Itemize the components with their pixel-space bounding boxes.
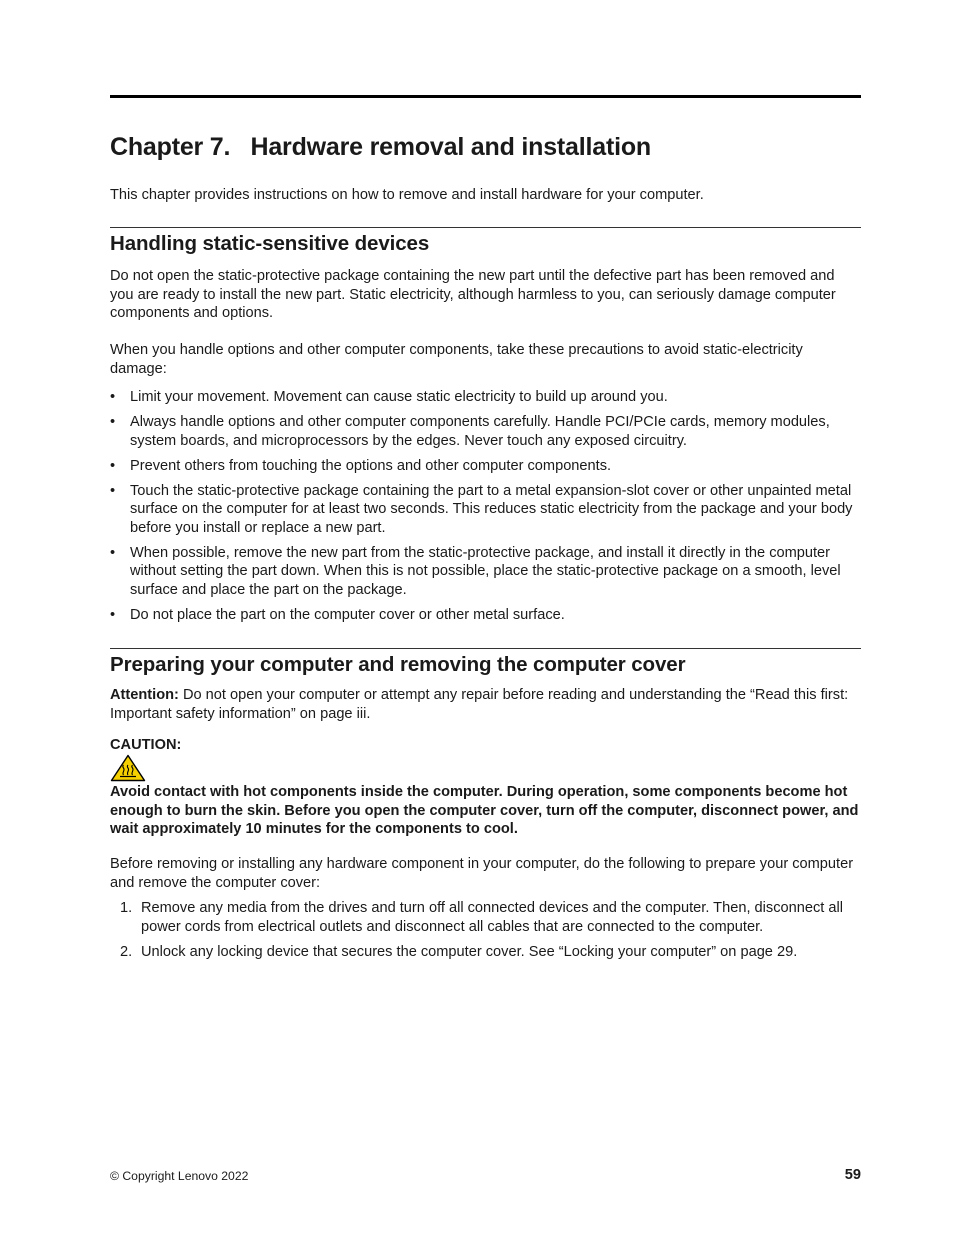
section-heading-static: Handling static-sensitive devices xyxy=(110,232,430,255)
attention-text: Do not open your computer or attempt any repair before reading and understanding the “Read this first: Important safety information” on page iii. xyxy=(110,687,849,722)
step-text: Remove any media from the drives and turn off all connected devices and the computer. Then, disconnect all power cords from electrical outlets and disconnect all cables that are connected to the computer. xyxy=(141,900,843,935)
list-item xyxy=(110,606,861,625)
chapter-intro: This chapter provides instructions on how to remove and install hardware for your computer. xyxy=(110,187,704,203)
step-number: 1. xyxy=(120,900,133,916)
attention-note xyxy=(110,686,861,723)
list-item xyxy=(110,899,861,936)
list-item-text: Touch the static-protective package containing the part to a metal expansion-slot cover or other unpainted metal surface on the computer for at least two seconds. This reduces static electricity from the package and your body before you install or replace a new part. xyxy=(130,482,853,536)
static-paragraph-1: Do not open the static-protective package containing the new part until the defective part has been removed and you are ready to install the new part. Static electricity, although harmless to you, can seriously damage computer components and options. xyxy=(110,268,836,322)
steps-list xyxy=(110,899,861,968)
caution-label: CAUTION: xyxy=(110,737,182,753)
section-divider xyxy=(110,227,861,228)
list-item-text: When possible, remove the new part from the static-protective package, and install it directly in the computer without setting the part down. When this is not possible, place the static-protective package on a smooth, level surface and place the part on the package. xyxy=(130,544,841,598)
caution-text: Avoid contact with hot components inside the computer. During operation, some components become hot enough to burn the skin. Before you open the computer cover, turn off the computer, disconnect power, and wait approximately 10 minutes for the components to cool. xyxy=(110,784,859,838)
bullet-symbol: • xyxy=(110,606,116,623)
bullet-symbol: • xyxy=(110,389,116,405)
attention-label: Attention: xyxy=(110,687,179,703)
bullet-symbol: • xyxy=(110,482,116,499)
page-number: 59 xyxy=(844,1167,861,1183)
precautions-list xyxy=(110,388,861,631)
list-item-text: Prevent others from touching the options and other computer components. xyxy=(130,457,612,474)
step-text: Unlock any locking device that secures the computer cover. See “Locking your computer” on page 29. xyxy=(141,943,798,960)
section-heading-cover: Preparing your computer and removing the computer cover xyxy=(110,653,686,676)
step-number: 2. xyxy=(120,943,133,960)
list-item-text: Do not place the part on the computer cover or other metal surface. xyxy=(130,606,565,623)
list-item-text: Always handle options and other computer components carefully. Handle PCI/PCIe cards, memory modules, system boards, and microprocessors by the edges. Never touch any exposed circuitry. xyxy=(130,413,830,449)
list-item xyxy=(110,413,861,450)
list-item xyxy=(110,482,861,538)
static-paragraph-2: When you handle options and other computer components, take these precautions to avoid static-electricity damage: xyxy=(110,342,803,377)
hot-surface-warning-icon xyxy=(110,754,146,782)
chapter-title: Chapter 7. Hardware removal and installation xyxy=(110,133,651,161)
list-item xyxy=(110,388,861,407)
list-item xyxy=(110,544,861,600)
bullet-symbol: • xyxy=(110,413,116,430)
list-item xyxy=(110,457,861,476)
list-item xyxy=(110,943,861,962)
bullet-symbol: • xyxy=(110,544,116,561)
footer-copyright: © Copyright Lenovo 2022 xyxy=(110,1169,249,1183)
list-item-text: Limit your movement. Movement can cause static electricity to build up around you. xyxy=(130,389,668,405)
cover-paragraph: Before removing or installing any hardware component in your computer, do the following to prepare your computer and remove the computer cover: xyxy=(110,856,854,891)
section-divider xyxy=(110,648,861,649)
bullet-symbol: • xyxy=(110,457,116,474)
top-rule xyxy=(110,95,861,98)
